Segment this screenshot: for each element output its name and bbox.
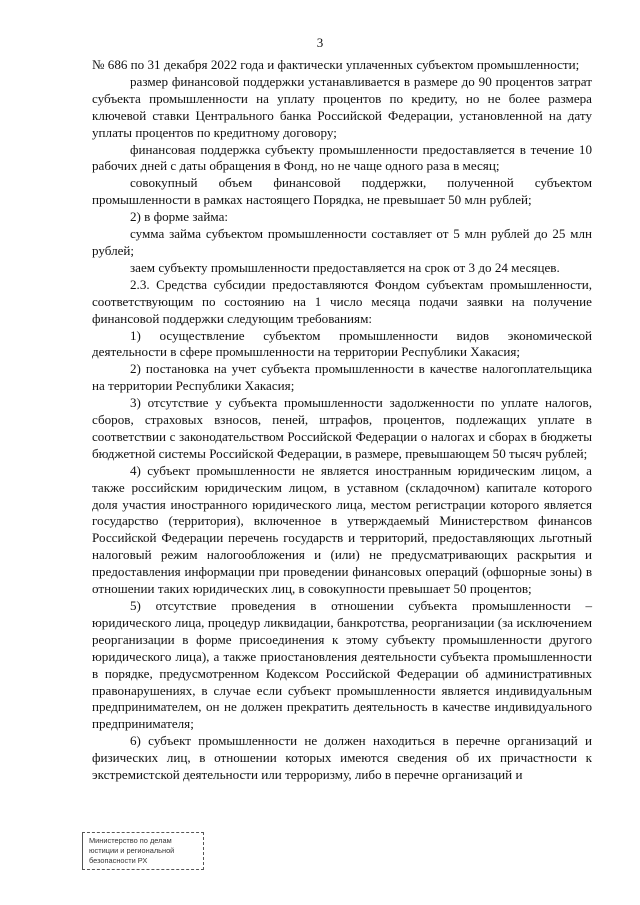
paragraph: 2.3. Средства субсидии предоставляются Фондом субъектам промышленности, соответствующим по состоянию на 1 число месяца подачи заявки на получение финансовой поддержки следующим требованиям:	[92, 276, 592, 326]
paragraph: 2) в форме займа:	[130, 209, 229, 225]
page-number: 3	[316, 35, 324, 50]
paragraph: 2) постановка на учет субъекта промышленности в качестве налогоплательщика на территории Республики Хакасия;	[92, 361, 592, 394]
stamp-line: Министерство по делам	[89, 836, 172, 845]
paragraph: совокупный объем финансовой поддержки, полученной субъектом промышленности в рамках настоящего Порядка, не превышает 50 млн рублей;	[92, 175, 592, 208]
stamp-line: юстиции и региональной	[89, 846, 175, 855]
paragraph: 4) субъект промышленности не является иностранным юридическим лицом, а также российским юридическим лицом, в уставном (складочном) капитале которого доля участия иностранного юридического лица, местом регистрации которого является государство (территория), включенное в утверждаемый Министерством финансов Российской Федерации перечень государств и территорий, предоставляющих льготный налоговый режим налогообложения и (или) не предусматривающих раскрытия и предоставления информации при проведении финансовых операций (офшорные зоны) в отношении таких юридических лиц, в совокупности превышает 50 процентов;	[92, 462, 592, 597]
registration-stamp	[82, 832, 204, 870]
paragraph: № 686 по 31 декабря 2022 года и фактически уплаченных субъектом промышленности;	[92, 57, 580, 72]
document-body	[92, 57, 592, 784]
paragraph: сумма займа субъектом промышленности составляет от 5 млн рублей до 25 млн рублей;	[92, 226, 592, 258]
paragraph: заем субъекту промышленности предоставляется на срок от 3 до 24 месяцев.	[130, 259, 560, 275]
paragraph: 3) отсутствие у субъекта промышленности задолженности по уплате налогов, сборов, страховых взносов, пеней, штрафов, процентов, подлежащих уплате в соответствии с законодательством Российской Федерации о налогах и сборах в бюджеты бюджетной системы Российской Федерации, в размере, превышающем 50 тысяч рублей;	[92, 395, 592, 461]
paragraph: финансовая поддержка субъекту промышленности предоставляется в течение 10 рабочих дней с даты обращения в Фонд, но не чаще одного раза в месяц;	[92, 141, 592, 174]
paragraph: 1) осуществление субъектом промышленности видов экономической деятельности в сфере промышленности на территории Республики Хакасия;	[92, 327, 592, 360]
paragraph: 6) субъект промышленности не должен находиться в перечне организаций и физических лиц, в отношении которых имеются сведения об их причастности к экстремистской деятельности или терроризму, либо в перечне организаций и	[92, 733, 592, 783]
stamp-line: безопасности РХ	[89, 856, 148, 865]
paragraph: 5) отсутствие проведения в отношении субъекта промышленности – юридического лица, процедур ликвидации, банкротства, реорганизации (за исключением реорганизации в форме присоединения к этому субъекту промышленности другого юридического лица), а также приостановления деятельности субъекта промышленности в порядке, предусмотренном Кодексом Российской Федерации об административных правонарушениях, в случае если субъект промышленности является индивидуальным предпринимателем, он не должен прекратить деятельность в качестве индивидуального предпринимателя;	[92, 598, 592, 732]
paragraph: размер финансовой поддержки устанавливается в размере до 90 процентов затрат субъекта промышленности на уплату процентов по кредиту, но не более размера ключевой ставки Центрального банка Российской Федерации, установленной на дату уплаты процентов по кредитному договору;	[92, 73, 592, 140]
